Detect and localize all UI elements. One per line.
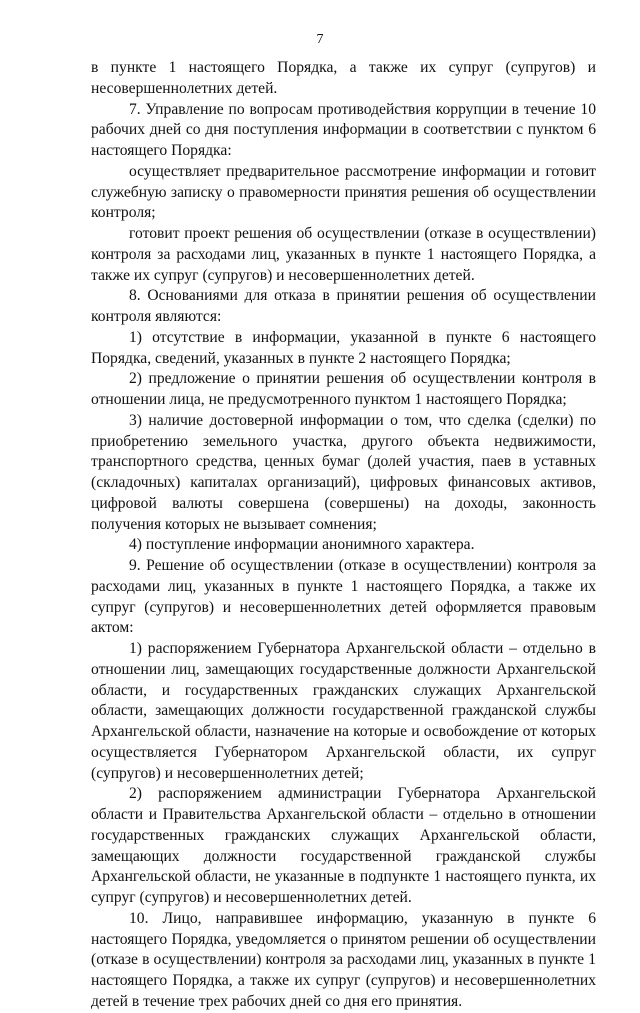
paragraph-item-10: 10. Лицо, направившее информацию, указанную в пункте 6 настоящего Порядка, уведомляется о принятом решении об осуществлении (отказе в осуществлении) контроля за расходами лиц, указанных в пункте 1 настоящего Порядка, а также их супруг (супругов) и несовершеннолетних детей в течение трех рабочих дней со дня его принятия. [91, 909, 596, 1010]
document-body [91, 58, 596, 1013]
page-number: 7 [316, 32, 324, 47]
paragraph-item-7-sub-1: осуществляет предварительное рассмотрение информации и готовит служебную записку о правомерности принятия решения об осуществлении контроля; [91, 162, 596, 222]
paragraph-item-7: 7. Управление по вопросам противодействия коррупции в течение 10 рабочих дней со дня поступления информации в соответствии с пунктом 6 настоящего Порядка: [91, 100, 596, 159]
paragraph-item-8-sub-1: 1) отсутствие в информации, указанной в пункте 6 настоящего Порядка, сведений, указанных в пункте 2 настоящего Порядка; [91, 328, 596, 367]
paragraph-item-8-sub-3: 3) наличие достоверной информации о том, что сделка (сделки) по приобретению земельного участка, другого объекта недвижимости, транспортного средства, ценных бумаг (долей участия, паев в уставных (складочных) капиталах организаций), цифровых финансовых активов, цифровой валюты совершена (совершены) на доходы, законность получения которых не вызывает сомнения; [91, 411, 596, 533]
paragraph-item-9-sub-2: 2) распоряжением администрации Губернатора Архангельской области и Правительства Архангельской области – отдельно в отношении государственных гражданских служащих Архангельской области, замещающих должности государственной гражданской службы Архангельской области, не указанные в подпункте 1 настоящего пункта, их супруг (супругов) и несовершеннолетних детей. [91, 785, 596, 906]
paragraph-item-8: 8. Основаниями для отказа в принятии решения об осуществлении контроля являются: [91, 287, 596, 325]
paragraph-item-8-sub-4: 4) поступление информации анонимного характера. [129, 536, 475, 554]
paragraph-item-9-sub-1: 1) распоряжением Губернатора Архангельской области – отдельно в отношении лиц, замещающих государственные должности Архангельской области, и государственных гражданских служащих Архангельской области, замещающих должности государственной гражданской службы Архангельской области, назначение на которые и освобождение от которых осуществляется Губернатором Архангельской области, их супруг (супругов) и несовершеннолетних детей; [91, 640, 596, 782]
paragraph-item-9: 9. Решение об осуществлении (отказе в осуществлении) контроля за расходами лиц, указанных в пункте 1 настоящего Порядка, а также их супруг (супругов) и несовершеннолетних детей оформляется правовым актом: [91, 557, 596, 637]
paragraph-item-7-sub-2: готовит проект решения об осуществлении (отказе в осуществлении) контроля за расходами лиц, указанных в пункте 1 настоящего Порядка, а также их супруг (супругов) и несовершеннолетних детей. [91, 225, 596, 284]
paragraph-item-8-sub-2: 2) предложение о принятии решения об осуществлении контроля в отношении лица, не предусмотренного пунктом 1 настоящего Порядка; [91, 370, 596, 408]
paragraph-continuation: в пункте 1 настоящего Порядка, а также их супруг (супругов) и несовершеннолетних детей. [91, 59, 596, 97]
